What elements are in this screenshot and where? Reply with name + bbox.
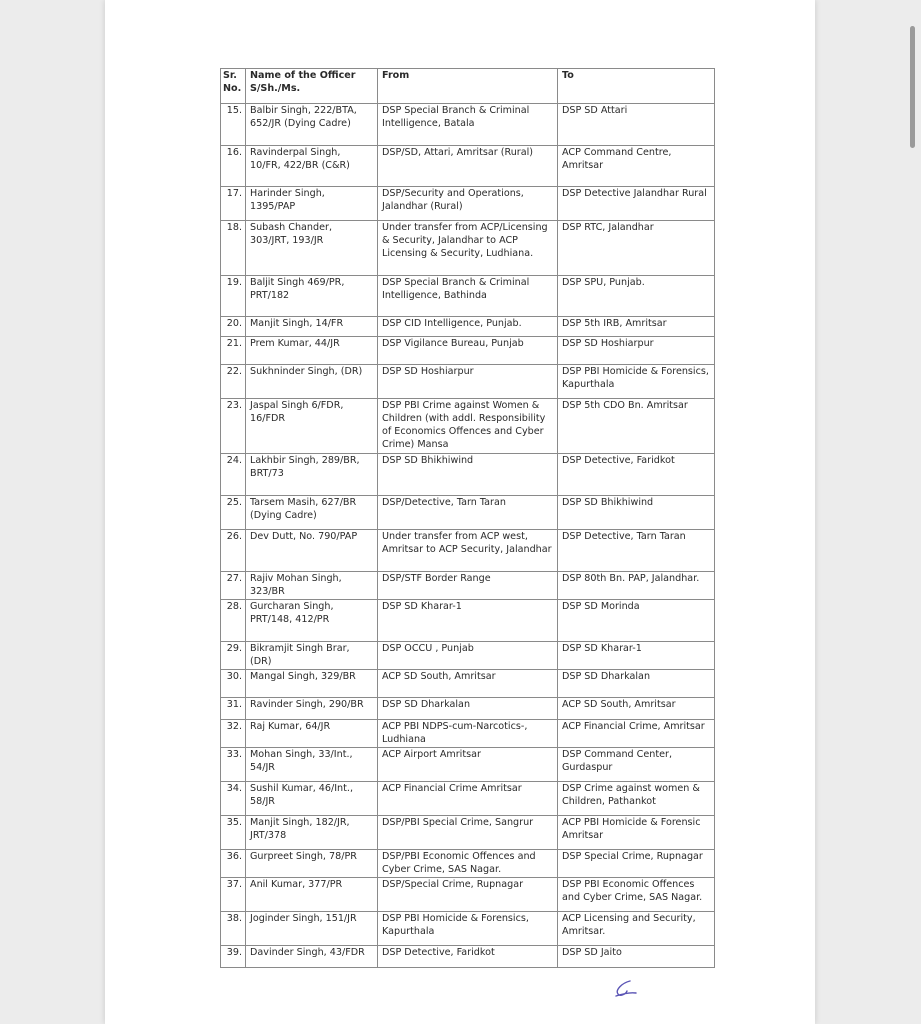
cell-to: ACP Licensing and Security, Amritsar. [558, 912, 715, 946]
cell-officer-name: Prem Kumar, 44/JR [246, 337, 378, 365]
table-row [221, 146, 715, 187]
cell-from: DSP/Detective, Tarn Taran [378, 496, 558, 530]
cell-sr-no: 34. [221, 782, 246, 816]
cell-to: DSP SD Bhikhiwind [558, 496, 715, 530]
cell-sr-no: 32. [221, 720, 246, 748]
cell-from: DSP Special Branch & Criminal Intelligence, Bathinda [378, 276, 558, 317]
cell-to: DSP Detective Jalandhar Rural [558, 187, 715, 221]
cell-to: DSP Detective, Tarn Taran [558, 530, 715, 572]
table-row [221, 600, 715, 642]
cell-to: DSP SPU, Punjab. [558, 276, 715, 317]
cell-officer-name: Sushil Kumar, 46/Int., 58/JR [246, 782, 378, 816]
cell-from: DSP/SD, Attari, Amritsar (Rural) [378, 146, 558, 187]
cell-officer-name: Balbir Singh, 222/BTA, 652/JR (Dying Cadre) [246, 104, 378, 146]
cell-officer-name: Gurpreet Singh, 78/PR [246, 850, 378, 878]
cell-to: DSP PBI Economic Offences and Cyber Crime, SAS Nagar. [558, 878, 715, 912]
cell-sr-no: 36. [221, 850, 246, 878]
table-header-row [221, 69, 715, 104]
cell-officer-name: Rajiv Mohan Singh, 323/BR [246, 572, 378, 600]
cell-officer-name: Raj Kumar, 64/JR [246, 720, 378, 748]
table-row [221, 642, 715, 670]
cell-sr-no: 21. [221, 337, 246, 365]
cell-sr-no: 28. [221, 600, 246, 642]
cell-to: DSP SD Attari [558, 104, 715, 146]
table-row [221, 399, 715, 454]
cell-sr-no: 26. [221, 530, 246, 572]
cell-sr-no: 23. [221, 399, 246, 454]
cell-sr-no: 33. [221, 748, 246, 782]
table-row [221, 748, 715, 782]
cell-from: DSP Special Branch & Criminal Intelligence, Batala [378, 104, 558, 146]
cell-from: DSP/STF Border Range [378, 572, 558, 600]
cell-officer-name: Anil Kumar, 377/PR [246, 878, 378, 912]
cell-to: DSP Command Center, Gurdaspur [558, 748, 715, 782]
cell-from: DSP/PBI Economic Offences and Cyber Crime, SAS Nagar. [378, 850, 558, 878]
header-sr-no: Sr. No. [221, 69, 246, 104]
cell-to: DSP 5th IRB, Amritsar [558, 317, 715, 337]
cell-sr-no: 25. [221, 496, 246, 530]
table-row [221, 530, 715, 572]
cell-officer-name: Lakhbir Singh, 289/BR, BRT/73 [246, 454, 378, 496]
cell-sr-no: 30. [221, 670, 246, 698]
cell-from: DSP SD Bhikhiwind [378, 454, 558, 496]
cell-from: DSP SD Kharar-1 [378, 600, 558, 642]
cell-sr-no: 18. [221, 221, 246, 276]
table-row [221, 496, 715, 530]
cell-to: ACP Financial Crime, Amritsar [558, 720, 715, 748]
cell-to: DSP SD Jaito [558, 946, 715, 968]
cell-from: Under transfer from ACP/Licensing & Security, Jalandhar to ACP Licensing & Security, Ludhiana. [378, 221, 558, 276]
cell-to: DSP Special Crime, Rupnagar [558, 850, 715, 878]
header-from: From [378, 69, 558, 104]
cell-to: DSP RTC, Jalandhar [558, 221, 715, 276]
cell-from: DSP/Security and Operations, Jalandhar (Rural) [378, 187, 558, 221]
cell-from: ACP SD South, Amritsar [378, 670, 558, 698]
cell-officer-name: Sukhninder Singh, (DR) [246, 365, 378, 399]
signature-mark [612, 978, 638, 1000]
header-to: To [558, 69, 715, 104]
cell-from: DSP Detective, Faridkot [378, 946, 558, 968]
cell-to: ACP SD South, Amritsar [558, 698, 715, 720]
table-row [221, 276, 715, 317]
cell-officer-name: Manjit Singh, 182/JR, JRT/378 [246, 816, 378, 850]
cell-sr-no: 31. [221, 698, 246, 720]
cell-from: DSP/Special Crime, Rupnagar [378, 878, 558, 912]
cell-officer-name: Manjit Singh, 14/FR [246, 317, 378, 337]
cell-from: DSP SD Dharkalan [378, 698, 558, 720]
cell-to: ACP Command Centre, Amritsar [558, 146, 715, 187]
cell-to: DSP Detective, Faridkot [558, 454, 715, 496]
cell-officer-name: Jaspal Singh 6/FDR, 16/FDR [246, 399, 378, 454]
cell-officer-name: Mohan Singh, 33/Int., 54/JR [246, 748, 378, 782]
table-row [221, 850, 715, 878]
cell-to: DSP SD Kharar-1 [558, 642, 715, 670]
table-row [221, 104, 715, 146]
scrollbar[interactable] [910, 26, 915, 148]
cell-to: ACP PBI Homicide & Forensic Amritsar [558, 816, 715, 850]
cell-sr-no: 39. [221, 946, 246, 968]
cell-officer-name: Baljit Singh 469/PR, PRT/182 [246, 276, 378, 317]
cell-officer-name: Joginder Singh, 151/JR [246, 912, 378, 946]
table-row [221, 670, 715, 698]
cell-officer-name: Davinder Singh, 43/FDR [246, 946, 378, 968]
cell-from: DSP SD Hoshiarpur [378, 365, 558, 399]
cell-to: DSP SD Morinda [558, 600, 715, 642]
cell-from: DSP OCCU , Punjab [378, 642, 558, 670]
table-row [221, 454, 715, 496]
cell-officer-name: Dev Dutt, No. 790/PAP [246, 530, 378, 572]
cell-officer-name: Ravinder Singh, 290/BR [246, 698, 378, 720]
table-row [221, 816, 715, 850]
table-row [221, 572, 715, 600]
cell-sr-no: 16. [221, 146, 246, 187]
cell-officer-name: Bikramjit Singh Brar, (DR) [246, 642, 378, 670]
transfer-table [220, 68, 715, 968]
cell-from: ACP Financial Crime Amritsar [378, 782, 558, 816]
cell-from: ACP Airport Amritsar [378, 748, 558, 782]
cell-from: Under transfer from ACP west, Amritsar to ACP Security, Jalandhar [378, 530, 558, 572]
cell-sr-no: 29. [221, 642, 246, 670]
cell-officer-name: Ravinderpal Singh, 10/FR, 422/BR (C&R) [246, 146, 378, 187]
cell-to: DSP PBI Homicide & Forensics, Kapurthala [558, 365, 715, 399]
table-row [221, 317, 715, 337]
cell-sr-no: 27. [221, 572, 246, 600]
cell-sr-no: 15. [221, 104, 246, 146]
cell-to: DSP 5th CDO Bn. Amritsar [558, 399, 715, 454]
cell-officer-name: Harinder Singh, 1395/PAP [246, 187, 378, 221]
cell-to: DSP SD Hoshiarpur [558, 337, 715, 365]
table-row [221, 720, 715, 748]
cell-sr-no: 35. [221, 816, 246, 850]
table-row [221, 365, 715, 399]
cell-sr-no: 37. [221, 878, 246, 912]
cell-from: ACP PBI NDPS-cum-Narcotics-, Ludhiana [378, 720, 558, 748]
cell-sr-no: 22. [221, 365, 246, 399]
cell-to: DSP SD Dharkalan [558, 670, 715, 698]
cell-to: DSP 80th Bn. PAP, Jalandhar. [558, 572, 715, 600]
cell-from: DSP CID Intelligence, Punjab. [378, 317, 558, 337]
table-row [221, 946, 715, 968]
cell-from: DSP PBI Homicide & Forensics, Kapurthala [378, 912, 558, 946]
cell-officer-name: Tarsem Masih, 627/BR (Dying Cadre) [246, 496, 378, 530]
cell-to: DSP Crime against women & Children, Pathankot [558, 782, 715, 816]
cell-sr-no: 20. [221, 317, 246, 337]
table-row [221, 878, 715, 912]
cell-sr-no: 38. [221, 912, 246, 946]
cell-officer-name: Gurcharan Singh, PRT/148, 412/PR [246, 600, 378, 642]
table-row [221, 187, 715, 221]
cell-sr-no: 17. [221, 187, 246, 221]
table-row [221, 337, 715, 365]
cell-officer-name: Mangal Singh, 329/BR [246, 670, 378, 698]
header-officer-name: Name of the Officer S/Sh./Ms. [246, 69, 378, 104]
cell-officer-name: Subash Chander, 303/JRT, 193/JR [246, 221, 378, 276]
table-row [221, 782, 715, 816]
table-row [221, 221, 715, 276]
cell-from: DSP Vigilance Bureau, Punjab [378, 337, 558, 365]
cell-from: DSP PBI Crime against Women & Children (with addl. Responsibility of Economics Offences and Cyber Crime) Mansa [378, 399, 558, 454]
table-row [221, 912, 715, 946]
table-row [221, 698, 715, 720]
cell-sr-no: 19. [221, 276, 246, 317]
cell-from: DSP/PBI Special Crime, Sangrur [378, 816, 558, 850]
cell-sr-no: 24. [221, 454, 246, 496]
